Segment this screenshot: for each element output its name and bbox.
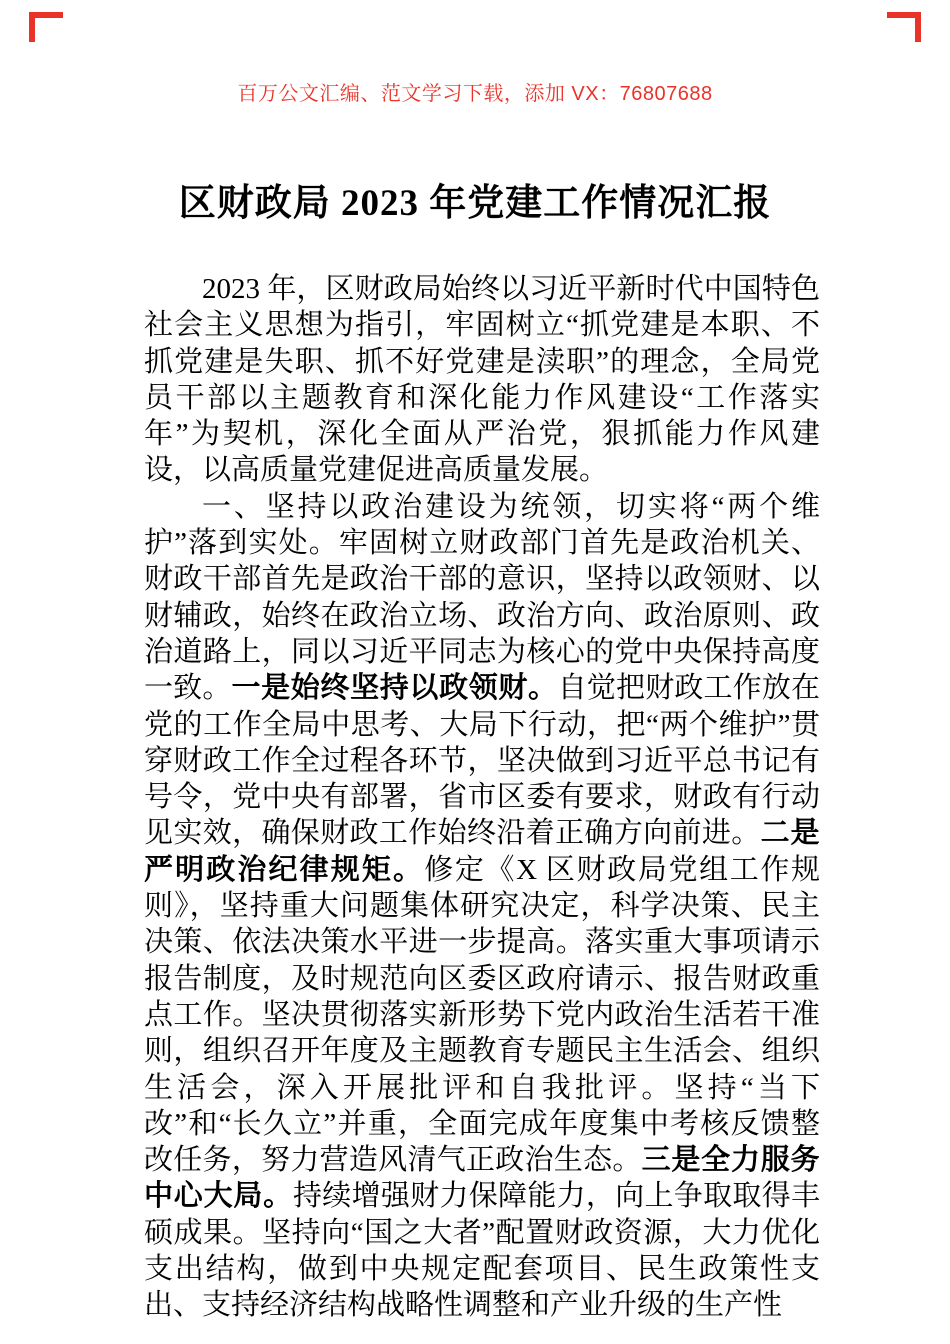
text-run: 修定《X 区财政局党组工作规则》，坚持重大问题集体研究决定，科学决策、民主决策、依法决策水平进一步提高。落实重大事项请示报告制度，及时规范向区委区政府请示、报告财政重点工作。坚决贯彻落实新形势下党内政治生活若干准则，组织召开年度及主题教育专题民主生活会、组织生活会，深入开展批评和自我批评。坚持“当下改”和“长久立”并重，全面完成年度集中考核反馈整改任务，努力营造风清气正政治生态。 <box>144 853 820 1177</box>
corner-mark-top-right-icon <box>887 12 921 42</box>
paragraph <box>144 489 820 1324</box>
document-title: 区财政局 2023 年党建工作情况汇报 <box>178 183 772 224</box>
text-run: 自觉把财政工作放在党的工作全局中思考、大局下行动，把“两个维护”贯穿财政工作全过程各环节，坚决做到习近平总书记有号令，党中央有部署，省市区委有要求，财政有行动见实效，确保财政工作始终沿着正确方向前进。 <box>144 672 820 850</box>
bold-run: 一是始终坚持以政领财。 <box>231 672 558 705</box>
text-run: 2023 年，区财政局始终以习近平新时代中国特色社会主义思想为指引，牢固树立“抓党建是本职、不抓党建是失职、抓不好党建是渎职”的理念，全局党员干部以主题教育和深化能力作风建设“工作落实年”为契机，深化全面从严治党，狠抓能力作风建设，以高质量党建促进高质量发展。 <box>144 273 820 487</box>
bold-run: 三是全力服务中心大局。 <box>144 1144 820 1213</box>
document-body <box>144 271 820 1324</box>
text-run: 一、坚持以政治建设为统领，切实将“两个维护”落到实处。牢固树立财政部门首先是政治机关、财政干部首先是政治干部的意识，坚持以政领财、以财辅政，始终在政治立场、政治方向、政治原则、政治道路上，同以习近平同志为核心的党中央保持高度一致。 <box>144 490 820 705</box>
bold-run: 二是严明政治纪律规矩。 <box>144 817 820 886</box>
paragraph <box>144 271 820 489</box>
watermark-promo-text: 百万公文汇编、范文学习下载，添加 VX：76807688 <box>237 83 713 105</box>
corner-mark-top-left-icon <box>29 12 63 42</box>
text-run: 持续增强财力保障能力，向上争取取得丰硕成果。坚持向“国之大者”配置财政资源，大力优化支出结构，做到中央规定配套项目、民生政策性支出、支持经济结构战略性调整和产业升级的生产性 <box>144 1180 820 1322</box>
